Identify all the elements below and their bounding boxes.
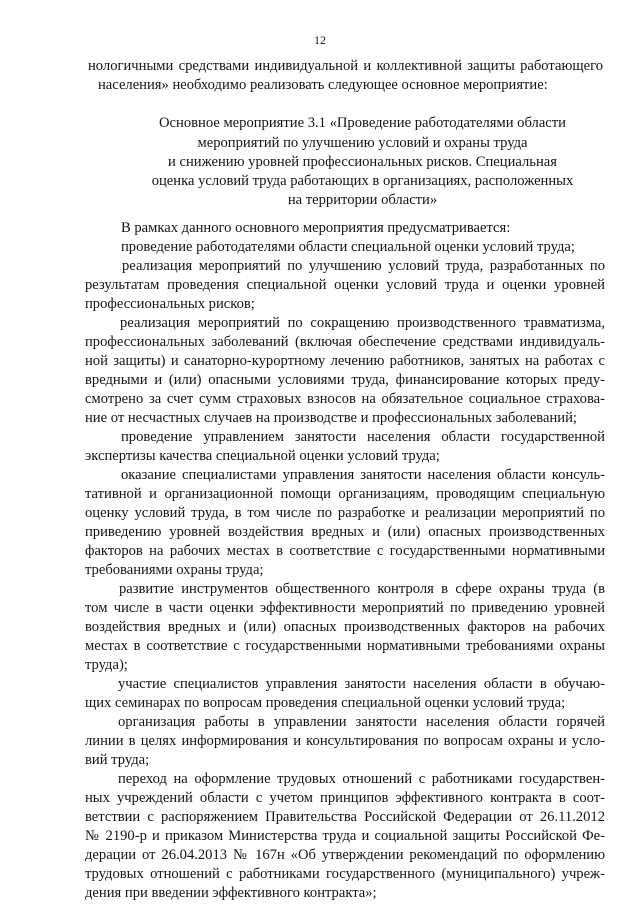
body-line: реализация мероприятий по улучшению условий труда, разработанных по [122, 258, 605, 274]
body-line: требованиями охраны труда; [85, 562, 264, 578]
heading-line: оценка условий труда работающих в организациях, расположенных [151, 173, 574, 189]
body-line: проведение управлением занятости населения области государственной [121, 429, 605, 445]
body-line: реализация мероприятий по сокращению производственного травматизма, [120, 315, 605, 331]
body-line: труда); [85, 657, 128, 673]
body-line: В рамках данного основного мероприятия предусматривается: [121, 220, 511, 236]
body-line: ние от несчастных случаев на производстве и профессиональных заболеваний; [85, 410, 577, 426]
body-line: переход на оформление трудовых отношений с работниками государствен- [118, 771, 605, 787]
body-line: местах в соответствие с государственными нормативными требованиями охраны [85, 638, 605, 654]
body-line: факторов на рабочих местах в соответствие с государственными нормативными [85, 543, 605, 559]
body-line: ных учреждений области с учетом принципов эффективного контракта в соот- [85, 790, 605, 806]
body-line: смотрено за счет сумм страховых взносов на обязательное социальное страхова- [85, 391, 605, 407]
body-line: участие специалистов управления занятости населения области в обучаю- [118, 676, 605, 692]
intro-line: нологичными средствами индивидуальной и коллективной защиты работающего [88, 58, 603, 74]
heading-line: и снижению уровней профессиональных рисков. Специальная [168, 154, 557, 170]
body-line: том числе в части оценки эффективности мероприятий по приведению уровней [85, 600, 605, 616]
body-line: развитие инструментов общественного контроля в сфере охраны труда (в [119, 581, 605, 597]
body-line: оценку условий труда, в том числе по разработке и реализации мероприятий по [85, 505, 605, 521]
page-number: 12 [314, 33, 326, 47]
body-line: экспертизы качества специальной оценки условий труда; [85, 448, 440, 464]
body-line: вий труда; [85, 752, 150, 768]
heading-line: на территории области» [287, 192, 438, 208]
body-line: проведение работодателями области специальной оценки условий труда; [121, 239, 575, 255]
body-line: вредными и (или) опасными условиями труда, финансирование которых преду- [85, 372, 605, 388]
body-line: оказание специалистами управления занятости населения области консуль- [121, 467, 605, 483]
body-line: приведению уровней воздействия вредных и (или) опасных производственных [85, 524, 605, 540]
body-line: организация работы в управлении занятости населения области горячей [118, 714, 605, 730]
body-line: щих семинарах по вопросам проведения специальной оценки условий труда; [85, 695, 566, 711]
body-line: № 2190-р и приказом Министерства труда и социальной защиты Российской Фе- [85, 828, 605, 844]
body-line: дения при введении эффективного контракта»; [85, 885, 377, 901]
body-line: профессиональных рисков; [85, 296, 255, 312]
intro-line: населения» необходимо реализовать следующее основное мероприятие: [98, 77, 548, 93]
body-line: линии в целях информирования и консультирования по вопросам охраны и усло- [85, 733, 605, 749]
body-line: результатам проведения специальной оценки условий труда и оценки уровней [85, 277, 605, 293]
body-line: ной защиты) и санаторно-курортному лечению работников, занятых на работах с [85, 353, 605, 369]
heading-line: мероприятий по улучшению условий и охраны труда [197, 135, 528, 151]
body-line: тативной и организационной помощи организациям, проводящим специальную [85, 486, 605, 502]
body-line: воздействия вредных и (или) опасных производственных факторов на рабочих [85, 619, 605, 635]
body-line: ветствии с распоряжением Правительства Российской Федерации от 26.11.2012 [85, 809, 605, 825]
body-line: профессиональных заболеваний (включая обеспечение средствами индивидуаль- [85, 334, 605, 350]
body-line: трудовых отношений с работниками государственного (муниципального) учреж- [85, 866, 605, 882]
body-line: дерации от 26.04.2013 № 167н «Об утверждении рекомендаций по оформлению [85, 847, 605, 863]
heading-line: Основное мероприятие 3.1 «Проведение работодателями области [159, 115, 566, 131]
